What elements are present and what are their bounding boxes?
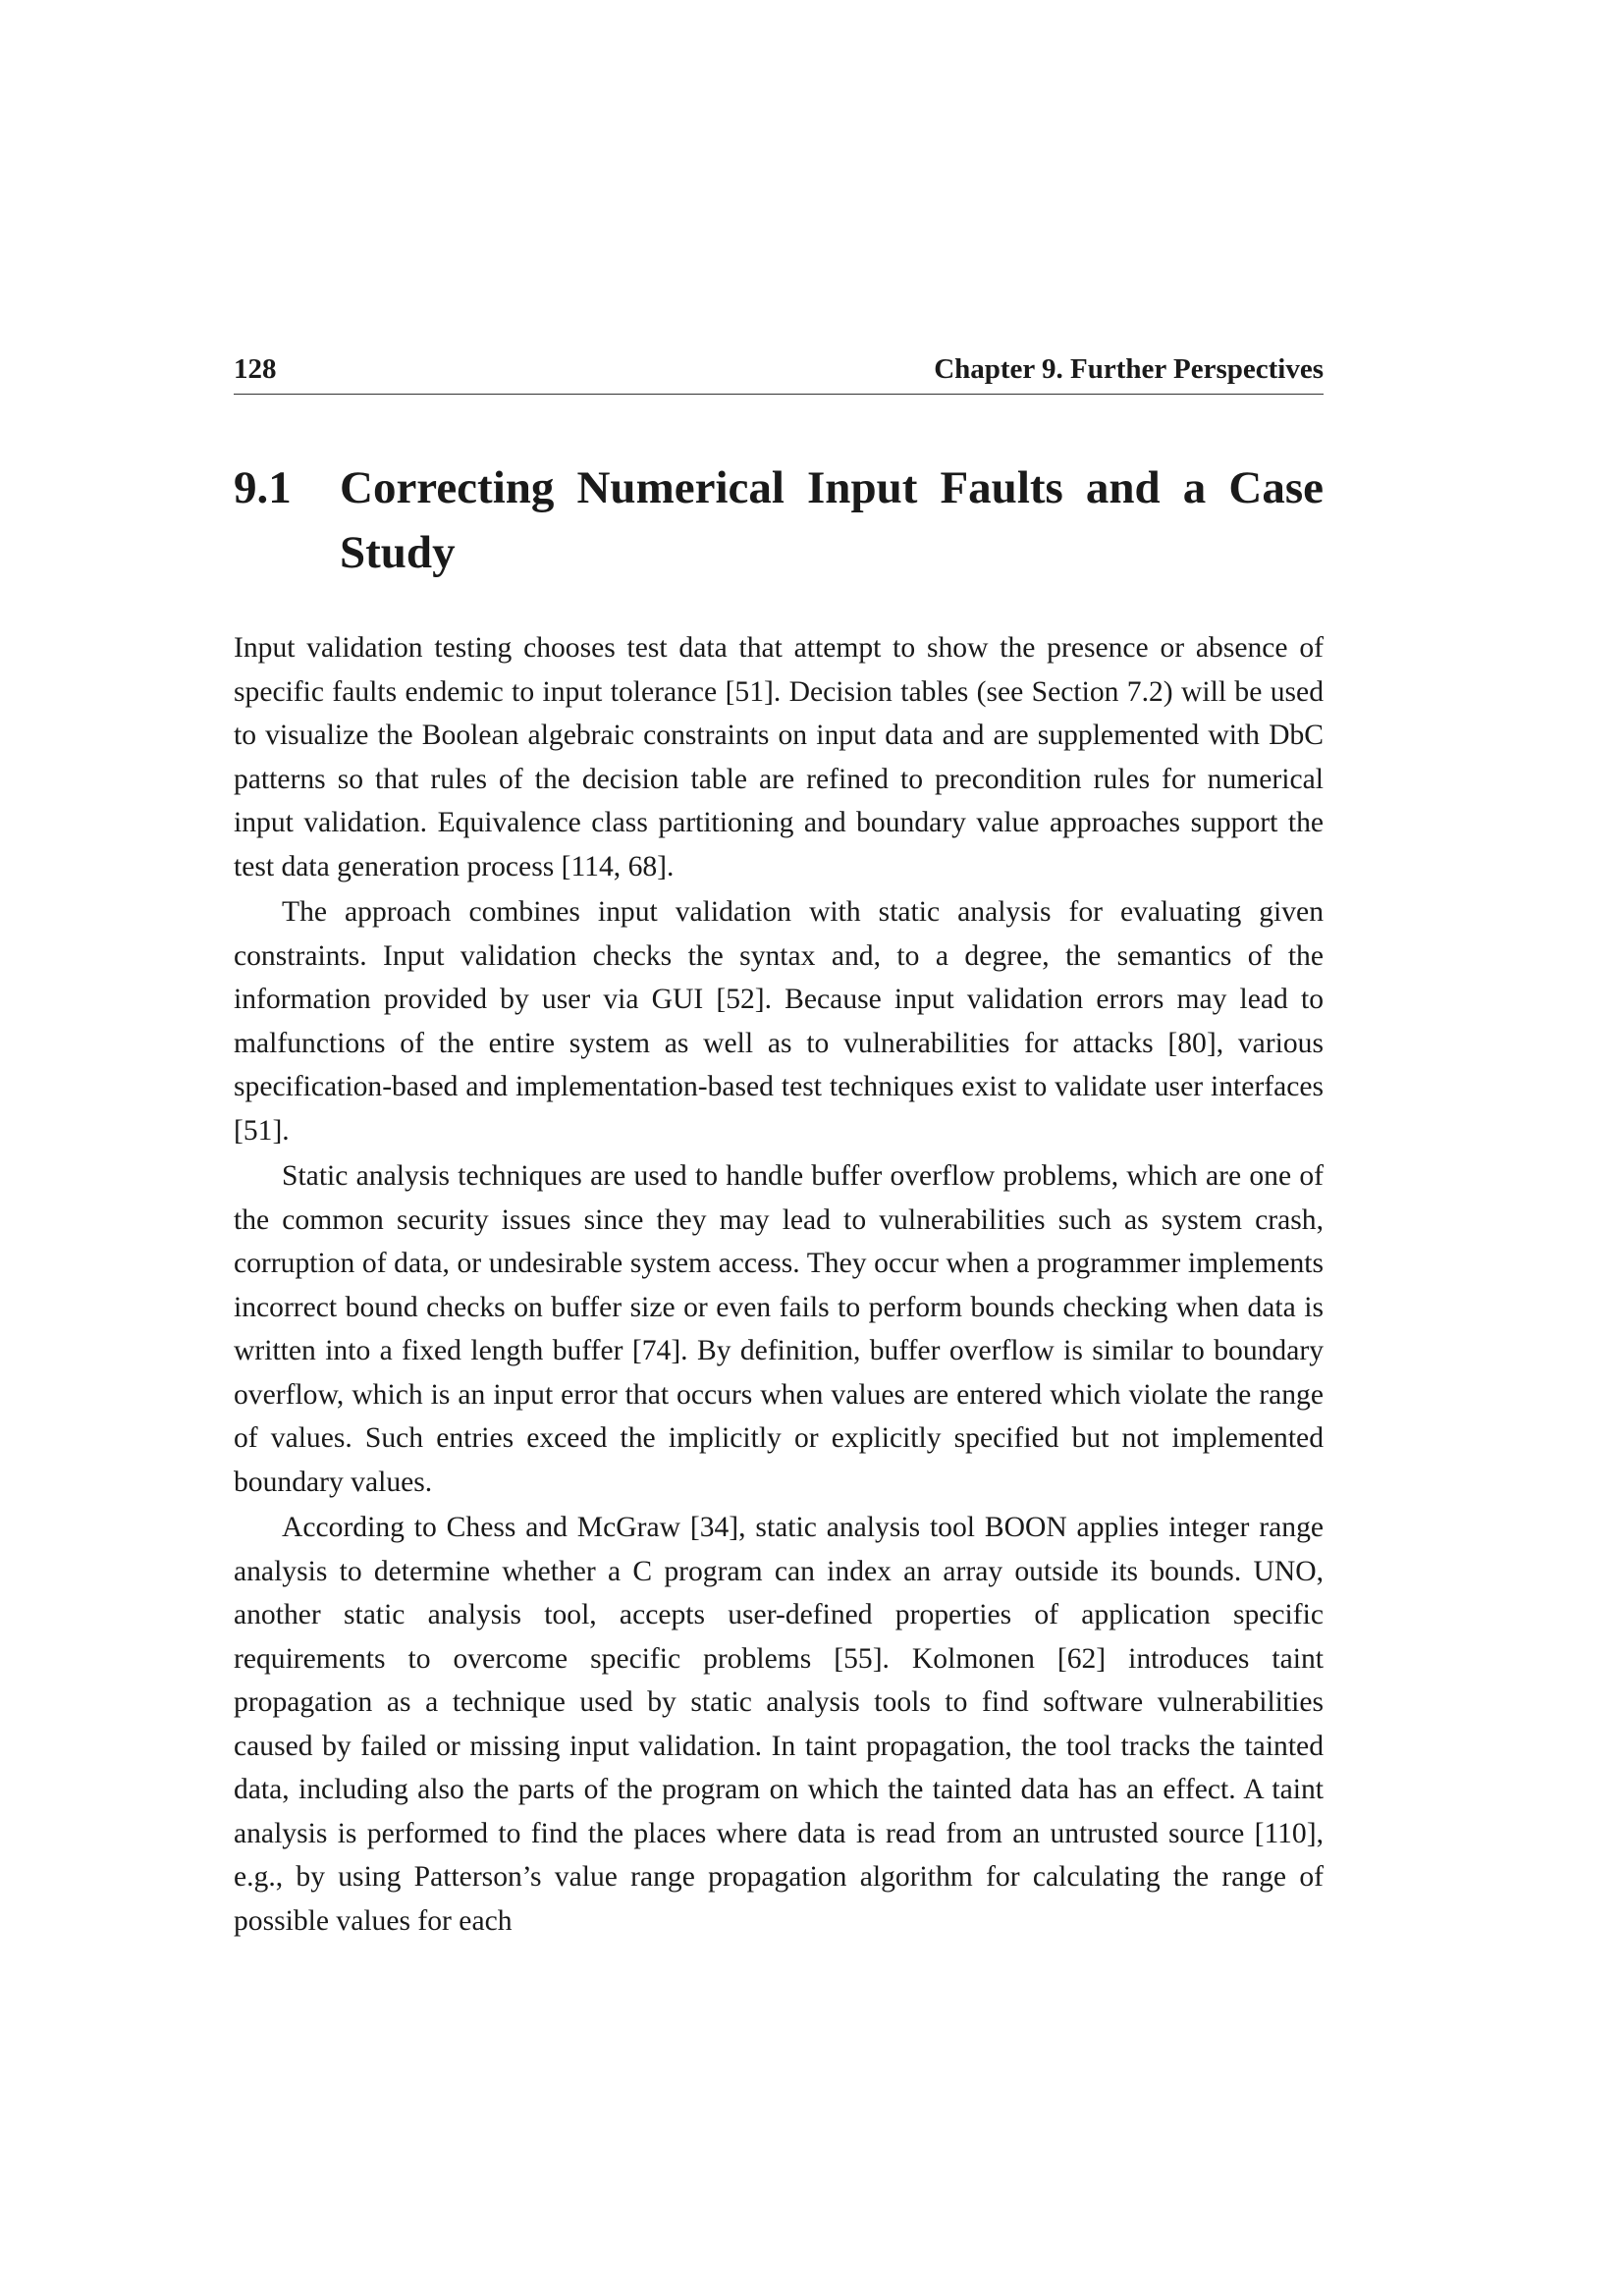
page: [234, 353, 1324, 1945]
running-head: [234, 353, 1324, 395]
paragraph: Input validation testing chooses test data that attempt to show the presence or absence of specific faults endemic to input tolerance [51]. Decision tables (see Section 7.2) will be used to visualize the Boolean algebraic constraints on input data and are supplemented with DbC patterns so that rules of the decision table are refined to precondition rules for numerical input validation. Equivalence class partitioning and boundary value approaches support the test data generation process [114, 68].: [234, 632, 1324, 882]
section-title: Correcting Numerical Input Faults and a Case Study: [340, 462, 1324, 578]
section-number: 9.1: [234, 462, 292, 513]
paragraph: Static analysis techniques are used to handle buffer overflow problems, which are one of the common security issues since they may lead to vulnerabilities such as system crash, corruption of data, or undesirable system access. They occur when a programmer implements incorrect bound checks on buffer size or even fails to perform bounds checking when data is written into a fixed length buffer [74]. By definition, buffer overflow is similar to boundary overflow, which is an input error that occurs when values are entered which violate the range of values. Such entries exceed the implicitly or explicitly specified but not implemented boundary values.: [234, 1160, 1324, 1498]
chapter-title: Chapter 9. Further Perspectives: [934, 353, 1324, 385]
paragraph: The approach combines input validation with static analysis for evaluating given constraints. Input validation checks the syntax and, to a degree, the semantics of the information provided by user via GUI [52]. Because input validation errors may lead to malfunctions of the entire system as well as to vulnerabilities for attacks [80], various specification-based and implementation-based test techniques exist to validate user interfaces [51].: [234, 896, 1324, 1147]
body-text: [234, 626, 1324, 1943]
section-heading: [234, 455, 1324, 585]
page-number: 128: [234, 353, 277, 385]
paragraph: According to Chess and McGraw [34], static analysis tool BOON applies integer range analysis to determine whether a C program can index an array outside its bounds. UNO, another static analysis tool, accepts user-defined properties of application specific requirements to overcome specific problems [55]. Kolmonen [62] introduces taint propagation as a technique used by static analysis tools to find software vulnerabilities caused by failed or missing input validation. In taint propagation, the tool tracks the tainted data, including also the parts of the program on which the tainted data has an effect. A taint analysis is performed to find the places where data is read from an untrusted source [110], e.g., by using Patterson’s value range propagation algorithm for calculating the range of possible values for each: [234, 1512, 1324, 1937]
